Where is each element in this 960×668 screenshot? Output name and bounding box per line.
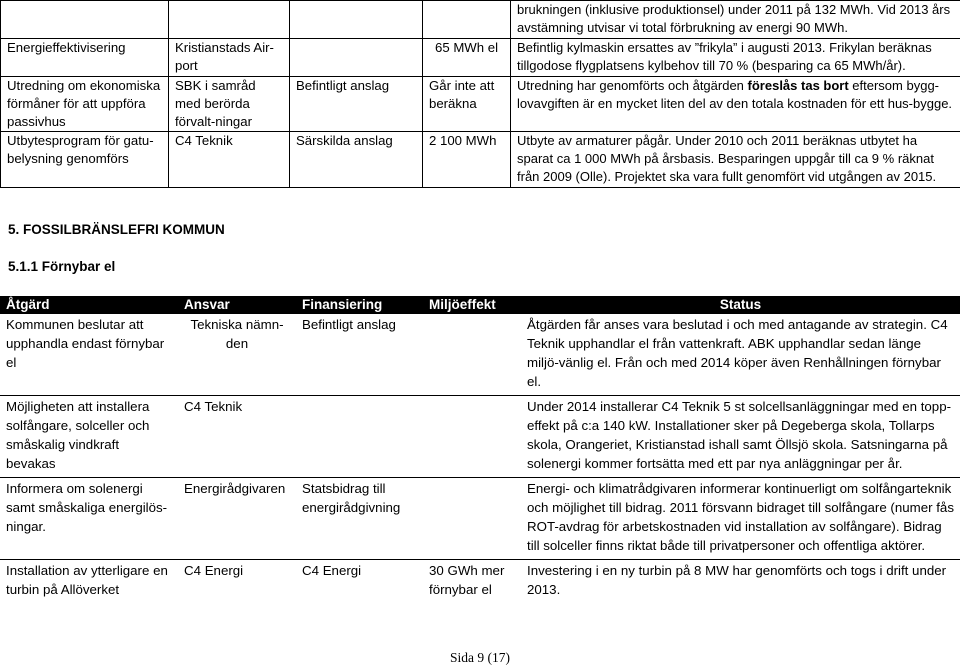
table-row [1, 1, 960, 39]
cell-action: Informera om solenergi samt småskaliga energilös-ningar. [0, 478, 178, 560]
cell-status [511, 77, 960, 132]
cell-effect: 30 GWh mer förnybar el [429, 563, 505, 597]
table-row [1, 77, 960, 132]
section-heading: 5. FOSSILBRÄNSLEFRI KOMMUN [8, 222, 225, 237]
cell-financing [290, 1, 423, 39]
cell-action: Installation av ytterligare en turbin på Allöverket [6, 563, 168, 597]
cell-effect [423, 1, 511, 39]
subsection-heading: 5.1.1 Förnybar el [8, 259, 116, 274]
status-text: Utredning har genomförts och åtgärden [517, 78, 748, 93]
table-row [0, 560, 960, 604]
header-effect: Miljöeffekt [423, 296, 521, 314]
cell-effect [423, 396, 521, 478]
cell-responsible [169, 1, 290, 39]
cell-status: Under 2014 installerar C4 Teknik 5 st solcellsanläggningar med en topp-effekt på c:a 140 kW. Installationer sker på Degeberga skola, Tollarps skola, Orangeriet, Kristianstad ishall samt Öllsjö skola. Satsningarna på solenergi kommer fortsätta med ett par nya anläggningar per år. [521, 396, 960, 478]
cell-status: Investering i en ny turbin på 8 MW har genomförts och togs i drift under 2013. [527, 563, 947, 597]
page-number: Sida 9 (17) [450, 650, 510, 665]
header-status: Status [521, 296, 960, 314]
cell-financing [296, 396, 423, 478]
header-financing: Finansiering [296, 296, 423, 314]
cell-responsible: Energirådgivaren [178, 478, 296, 560]
cell-effect [423, 478, 521, 560]
cell-action [1, 1, 169, 39]
table-row [1, 132, 960, 188]
cell-responsible: C4 Energi [184, 563, 244, 578]
cell-responsible: C4 Teknik [178, 396, 296, 478]
cell-financing: C4 Energi [302, 563, 362, 578]
cell-financing: Särskilda anslag [290, 132, 423, 188]
status-text: eftersom bygg-lovavgiften är en mycket liten del av den totala kostnaden för ett hus-bygge. [517, 78, 953, 111]
cell-financing: Befintligt anslag [290, 77, 423, 132]
header-action: Åtgärd [0, 296, 178, 314]
cell-effect: Går inte att beräkna [423, 77, 511, 132]
cell-responsible: Kristianstads Air-port [169, 39, 290, 77]
status-emphasis: föreslås tas bort [747, 78, 849, 93]
cell-financing [290, 39, 423, 77]
cell-responsible: C4 Teknik [169, 132, 290, 188]
cell-financing: Befintligt anslag [296, 314, 423, 396]
cell-action: Energieffektivisering [1, 39, 169, 77]
measures-table-continued [0, 0, 960, 188]
cell-effect: 2 100 MWh [423, 132, 511, 188]
cell-action: Utbytesprogram för gatu-belysning genomförs [1, 132, 169, 188]
cell-action: Möjligheten att installera solfångare, solceller och småskalig vindkraft bevakas [0, 396, 178, 478]
cell-effect [423, 314, 521, 396]
cell-status: brukningen (inklusive produktionsel) under 2011 på 132 MWh. Vid 2013 års avstämning utvisar vi total förbrukning av energi 90 MWh. [511, 1, 960, 39]
cell-status: Utbyte av armaturer pågår. Under 2010 och 2011 beräknas utbytet ha sparat ca 1 000 MWh på årsbasis. Besparingen uppgår till ca 9 % räknat från 2009 (Olle). Projektet ska vara fullt genomfört vid utgången av 2015. [511, 132, 960, 188]
cell-responsible: SBK i samråd med berörda förvalt-ningar [169, 77, 290, 132]
header-responsible: Ansvar [178, 296, 296, 314]
table-row [0, 314, 960, 396]
cell-responsible: Tekniska nämn-den [178, 314, 296, 396]
table-row [1, 39, 960, 77]
table-header-row [0, 296, 960, 314]
cell-financing: Statsbidrag till energirådgivning [296, 478, 423, 560]
cell-action: Kommunen beslutar att upphandla endast förnybar el [0, 314, 178, 396]
cell-status: Energi- och klimatrådgivaren informerar kontinuerligt om solfångarteknik och möjlighet till bidrag. 2011 försvann bidraget till solfångare (numer fås ROT-avdrag för arbetskostnaden vid installation av solfångare). Bidrag till solceller finns riktat både till privatpersoner och offentliga aktörer. [521, 478, 960, 560]
table-row [0, 396, 960, 478]
cell-effect: 65 MWh el [423, 39, 511, 77]
cell-action: Utredning om ekonomiska förmåner för att uppföra passivhus [1, 77, 169, 132]
renewable-electricity-table [0, 296, 960, 603]
table-row [0, 478, 960, 560]
cell-status: Åtgärden får anses vara beslutad i och med antagande av strategin. C4 Teknik upphandlar el från vattenkraft. ABK upphandlar sedan länge miljö-vänlig el. Från och med 2014 köper även Renhållningen förnybar el. [521, 314, 960, 396]
cell-status: Befintlig kylmaskin ersattes av ”frikyla” i augusti 2013. Frikylan beräknas tillgodose flygplatsens kylbehov till 70 % (besparing ca 65 MWh/år). [511, 39, 960, 77]
